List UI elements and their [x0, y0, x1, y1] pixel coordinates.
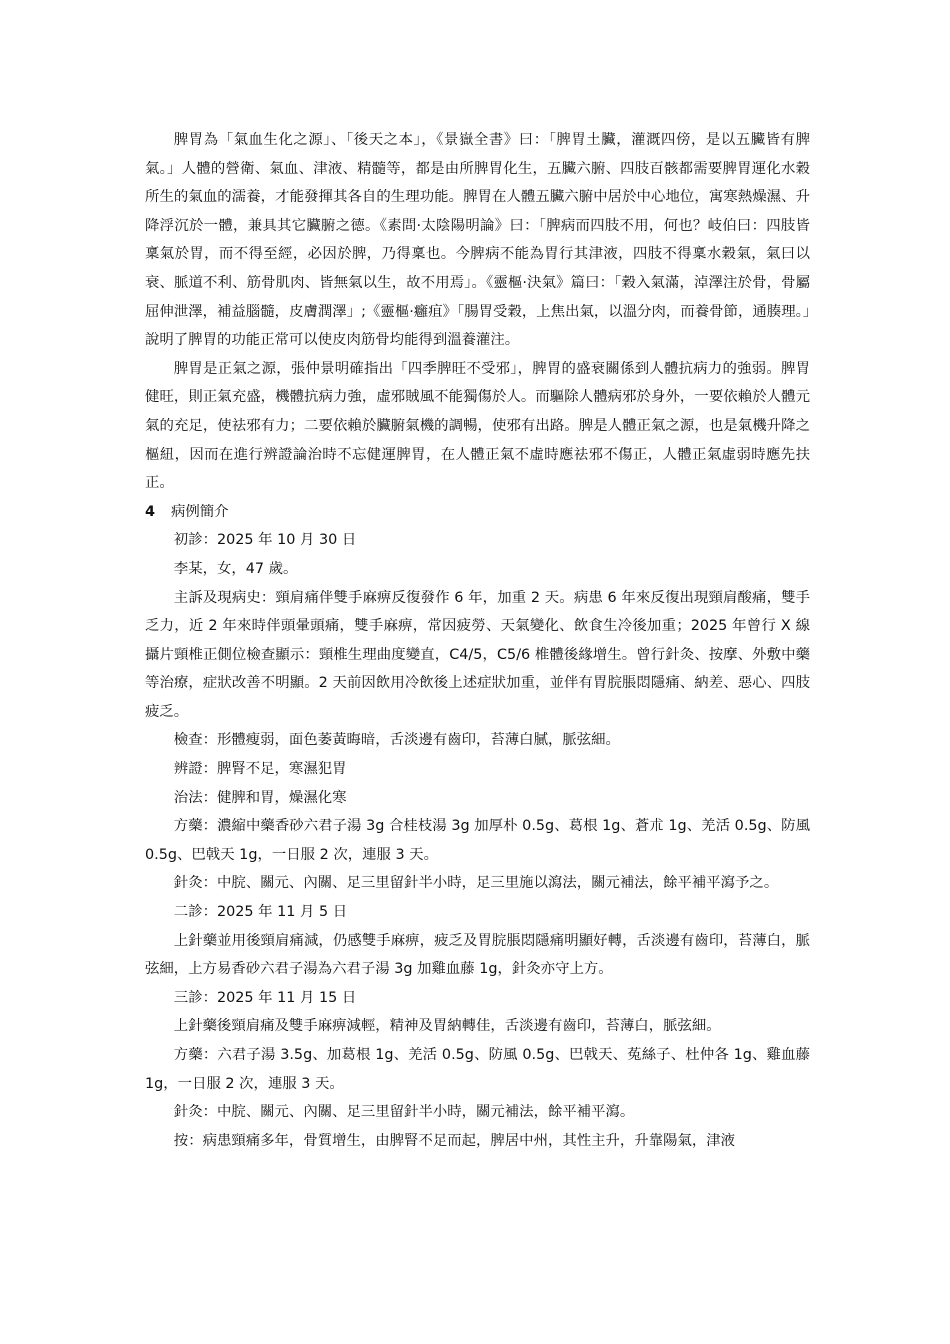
paragraph: 方藥：濃縮中藥香砂六君子湯 3g 合桂枝湯 3g 加厚朴 0.5g、葛根 1g、蒼朮 1g、羌活 0.5g、防風 0.5g、巴戟天 1g，一日服 2 次，連服 3 天。	[145, 818, 810, 863]
paragraph: 方藥：六君子湯 3.5g、加葛根 1g、羌活 0.5g、防風 0.5g、巴戟天、菟絲子、杜仲各 1g、雞血藤 1g，一日服 2 次，連服 3 天。	[145, 1047, 810, 1092]
section-heading	[145, 498, 810, 527]
paragraph: 按：病患頸痛多年，骨質增生，由脾腎不足而起，脾居中州，其性主升，升靠陽氣，津液	[173, 1132, 736, 1149]
paragraph: 脾胃是正氣之源，張仲景明確指出「四季脾旺不受邪」，脾胃的盛衰關係到人體抗病力的強弱。脾胃健旺，則正氣充盛，機體抗病力強，虛邪賊風不能獨傷於人。而驅除人體病邪於身外，一要依賴於人體元氣的充足，使祛邪有力；二要依賴於臟腑氣機的調暢，使邪有出路。脾是人體正氣之源，也是氣機升降之樞紐，因而在進行辨證論治時不忘健運脾胃，在人體正氣不虛時應祛邪不傷正，人體正氣虛弱時應先扶正。	[145, 360, 810, 492]
paragraph: 針灸：中脘、關元、內關、足三里留針半小時，關元補法，餘平補平瀉。	[173, 1104, 635, 1121]
section-number: 4	[145, 503, 156, 520]
paragraph: 治法：健脾和胃，燥濕化寒	[173, 789, 347, 806]
paragraph: 主訴及現病史：頸肩痛伴雙手麻痹反復發作 6 年，加重 2 天。病患 6 年來反復出現頸肩酸痛，雙手乏力，近 2 年來時伴頭暈頭痛，雙手麻痹，常因疲勞、天氣變化、飲食生冷後加重；2025 年曾行 X 線攝片頸椎正側位檢查顯示：頸椎生理曲度變直，C4/5，C5/6 椎體後緣增生。曾行針灸、按摩、外敷中藥等治療，症狀改善不明顯。2 天前因飲用冷飲後上述症狀加重，並伴有胃脘脹悶隱痛、納差、惡心、四肢疲乏。	[145, 589, 810, 720]
document-page	[145, 126, 810, 1155]
paragraph: 上針藥後頸肩痛及雙手麻痹減輕，精神及胃納轉佳，舌淡邊有齒印，苔薄白，脈弦細。	[173, 1018, 721, 1035]
paragraph: 三診：2025 年 11 月 15 日	[173, 989, 357, 1006]
paragraph: 上針藥並用後頸肩痛減，仍感雙手麻痹，疲乏及胃脘脹悶隱痛明顯好轉，舌淡邊有齒印，苔薄白，脈弦細，上方易香砂六君子湯為六君子湯 3g 加雞血藤 1g，針灸亦守上方。	[145, 932, 810, 978]
paragraph: 李某，女，47 歲。	[173, 560, 298, 577]
paragraph: 針灸：中脘、關元、內關、足三里留針半小時，足三里施以瀉法，關元補法，餘平補平瀉予之。	[173, 875, 779, 892]
section-title: 病例簡介	[171, 503, 229, 520]
paragraph: 檢查：形體瘦弱，面色萎黃晦暗，舌淡邊有齒印，苔薄白膩，脈弦細。	[173, 732, 620, 749]
paragraph: 脾胃為「氣血生化之源」、「後天之本」，《景嶽全書》曰：「脾胃土臟，灌溉四傍，是以五臟皆有脾氣。」人體的營衛、氣血、津液、精髓等，都是由所脾胃化生，五臟六腑、四肢百骸都需要脾胃運化水穀所生的氣血的濡養，才能發揮其各自的生理功能。脾胃在人體五臟六腑中居於中心地位，寓寒熱燥濕、升降浮沉於一體，兼具其它臟腑之德。《素問·太陰陽明論》曰：「脾病而四肢不用，何也？岐伯曰：四肢皆稟氣於胃，而不得至經，必因於脾，乃得稟也。今脾病不能為胃行其津液，四肢不得稟水穀氣，氣曰以衰、脈道不利、筋骨肌肉、皆無氣以生，故不用焉」。《靈樞·決氣》篇曰：「穀入氣滿，淖澤注於骨，骨屬屈伸泄澤，補益腦髓，皮膚潤澤」;《靈樞·癰疽》「腸胃受穀，上焦出氣，以溫分肉，而養骨節，通腠理。」說明了脾胃的功能正常可以使皮肉筋骨均能得到溫養灌注。	[145, 132, 810, 349]
paragraph: 二診：2025 年 11 月 5 日	[173, 904, 348, 921]
paragraph: 初診：2025 年 10 月 30 日	[173, 532, 357, 549]
paragraph: 辨證：脾腎不足，寒濕犯胃	[173, 761, 347, 778]
